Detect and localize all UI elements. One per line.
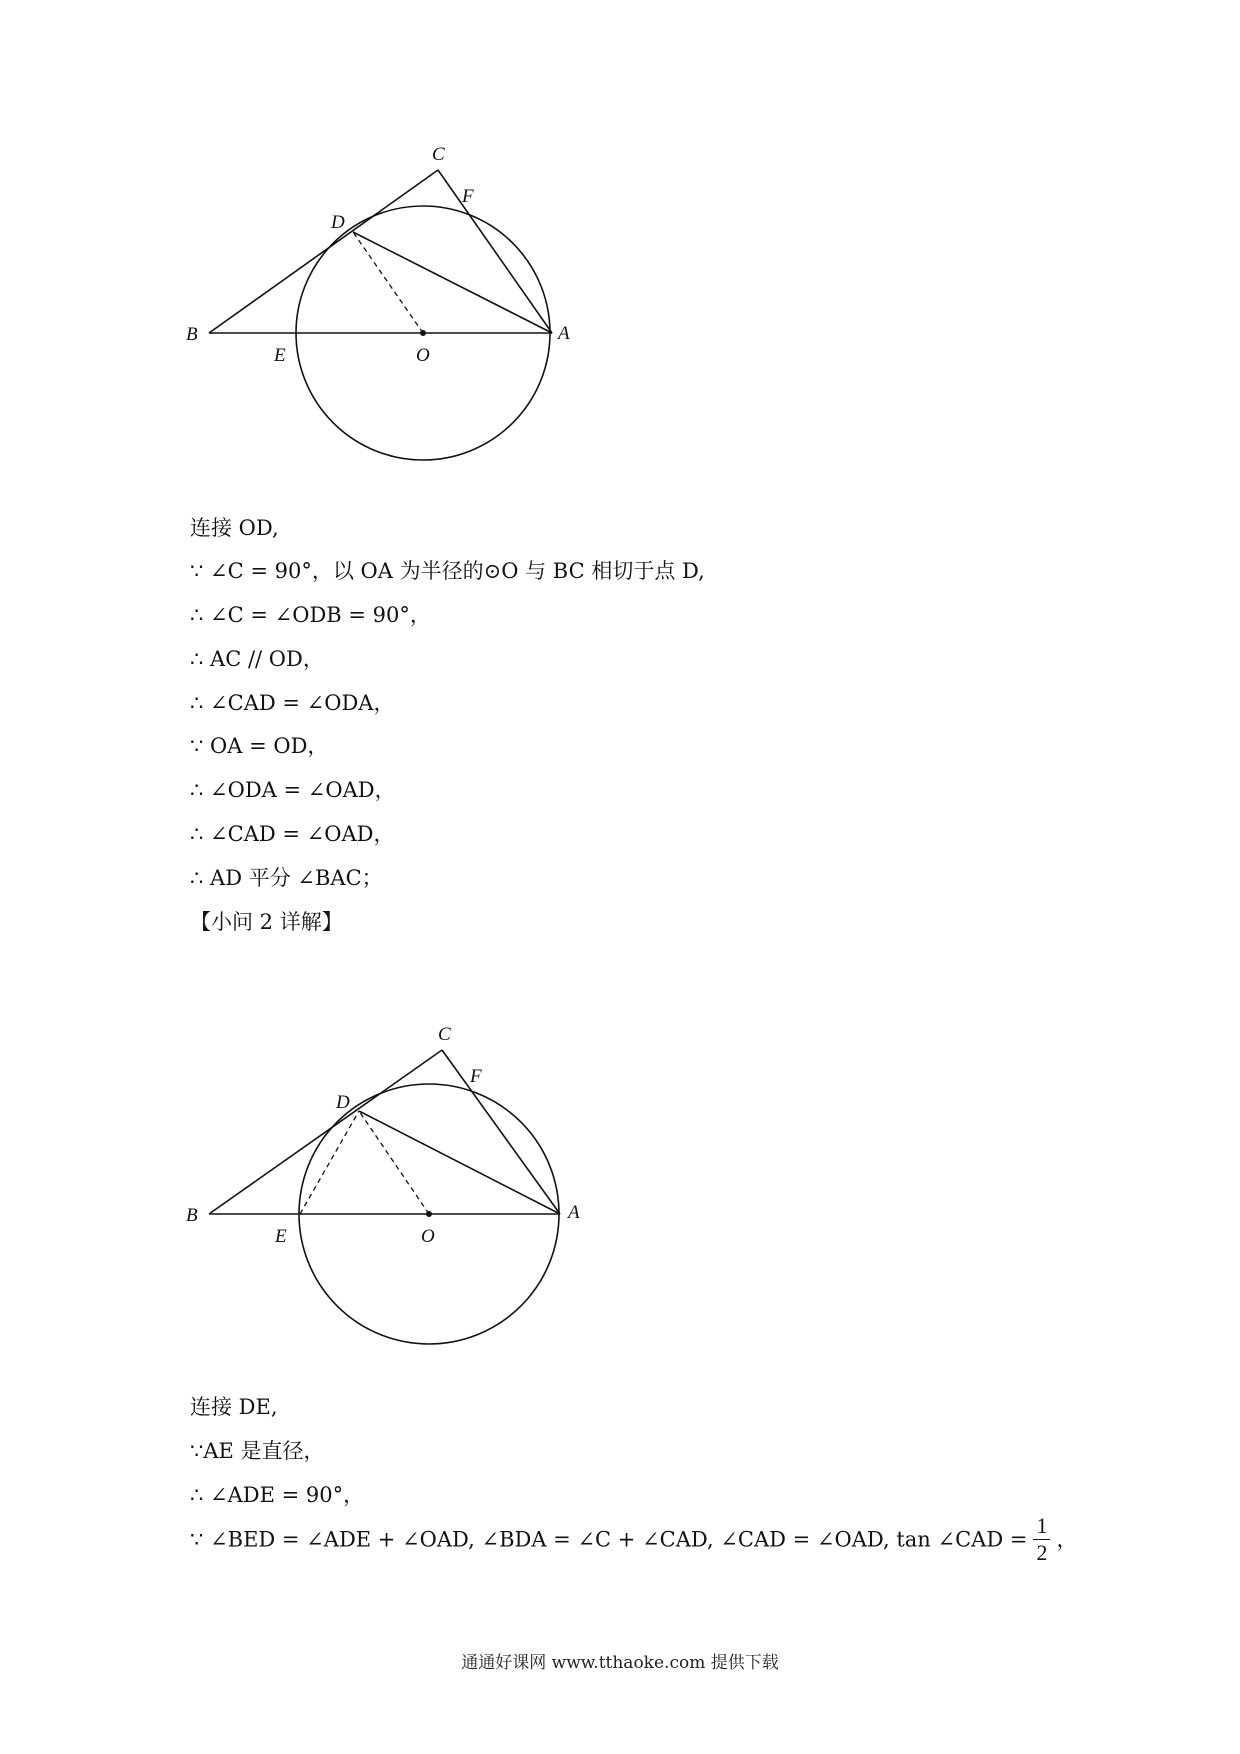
segment-od-dashed bbox=[353, 232, 423, 333]
center-point-o bbox=[426, 1211, 432, 1217]
segment-od-dashed bbox=[359, 1111, 429, 1214]
figure-1 bbox=[180, 140, 580, 480]
proof2-line-1: 连接 DE, bbox=[190, 1395, 278, 1419]
segment-ca bbox=[438, 170, 552, 333]
label-e: E bbox=[275, 1226, 287, 1247]
proof-line-7: ∴ ∠ODA = ∠OAD， bbox=[190, 778, 396, 802]
label-c: C bbox=[438, 1024, 451, 1045]
proof-line-9: ∴ AD 平分 ∠BAC； bbox=[190, 866, 383, 890]
page-footer: 通通好课网 www.tthaoke.com 提供下载 bbox=[461, 1653, 779, 1673]
label-c: C bbox=[432, 144, 445, 165]
fraction-numerator: 1 bbox=[1033, 1515, 1050, 1540]
label-b: B bbox=[186, 1205, 198, 1226]
segment-bc bbox=[209, 1050, 442, 1214]
geometry-diagram-1 bbox=[180, 140, 580, 480]
label-f: F bbox=[470, 1066, 482, 1087]
label-b: B bbox=[186, 324, 198, 345]
segment-ca bbox=[442, 1050, 560, 1214]
proof-line-5: ∴ ∠CAD = ∠ODA， bbox=[190, 691, 395, 715]
proof-line-4: ∴ AC // OD， bbox=[190, 647, 324, 671]
proof2-line-3: ∴ ∠ADE = 90°， bbox=[190, 1483, 365, 1507]
center-point-o bbox=[420, 330, 426, 336]
proof2-line-4-suffix: ， bbox=[1056, 1527, 1078, 1552]
segment-bc bbox=[209, 170, 438, 333]
label-a: A bbox=[568, 1202, 580, 1223]
geometry-diagram-2 bbox=[180, 1020, 600, 1360]
label-e: E bbox=[274, 345, 286, 366]
proof-line-3: ∴ ∠C = ∠ODB = 90°， bbox=[190, 603, 431, 627]
proof-line-6: ∵ OA = OD， bbox=[190, 734, 329, 758]
proof2-line-4 bbox=[190, 1515, 1077, 1564]
proof-line-2: ∵ ∠C = 90°，以 OA 为半径的⊙O 与 BC 相切于点 D, bbox=[190, 559, 705, 583]
fraction-denominator: 2 bbox=[1036, 1540, 1048, 1565]
section-heading-part-2: 【小问 2 详解】 bbox=[190, 910, 343, 934]
proof-line-8: ∴ ∠CAD = ∠OAD， bbox=[190, 822, 395, 846]
label-d: D bbox=[336, 1092, 350, 1113]
proof-line-1: 连接 OD, bbox=[190, 516, 279, 540]
segment-da bbox=[353, 232, 552, 333]
proof2-line-2: ∵AE 是直径， bbox=[190, 1439, 325, 1463]
figure-2 bbox=[180, 1020, 600, 1360]
label-a: A bbox=[558, 323, 570, 344]
label-f: F bbox=[462, 186, 474, 207]
label-o: O bbox=[421, 1226, 435, 1247]
fraction-one-half bbox=[1033, 1515, 1050, 1564]
segment-da bbox=[359, 1111, 560, 1214]
label-d: D bbox=[331, 212, 345, 233]
label-o: O bbox=[416, 345, 430, 366]
proof2-line-4-text: ∵ ∠BED = ∠ADE + ∠OAD, ∠BDA = ∠C + ∠CAD, ∠CAD = ∠OAD, tan ∠CAD = bbox=[190, 1527, 1028, 1552]
